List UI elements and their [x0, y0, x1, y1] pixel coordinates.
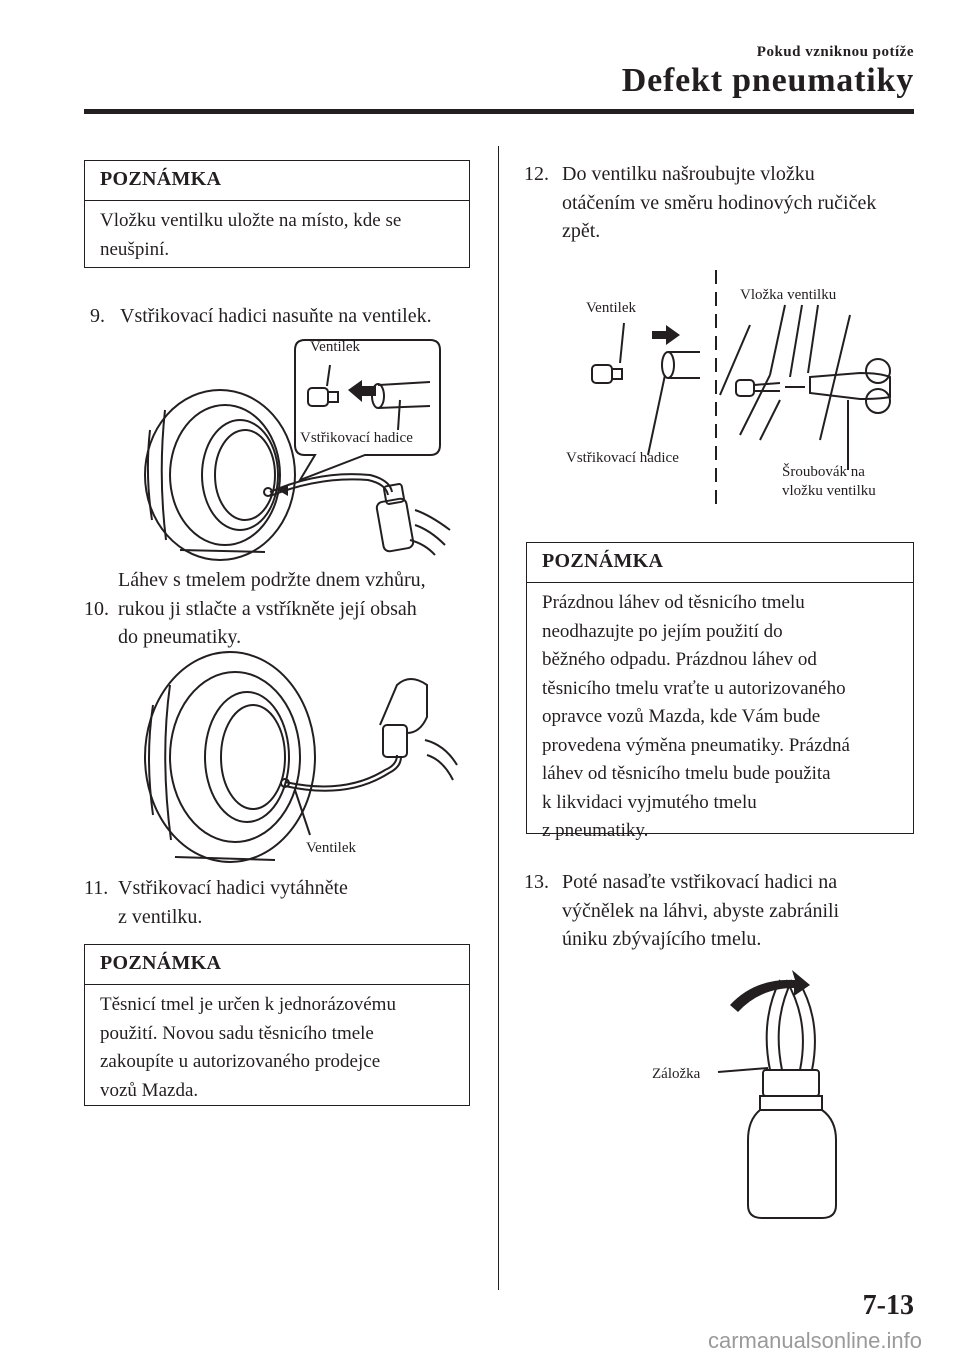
- step-number: 10.: [84, 597, 109, 620]
- note-box-single-use: [84, 944, 470, 1106]
- step-number: 9.: [90, 305, 105, 327]
- note-text: Vložku ventilku uložte na místo, kde se neušpiní.: [100, 210, 402, 260]
- section-title: Pokud vzniknou potíže: [756, 44, 914, 60]
- step-text: Vstřikovací hadici nasuňte na ventilek.: [120, 305, 432, 327]
- page-title: Defekt pneumatiky: [621, 62, 914, 99]
- label-valve-core-tool: Šroubovák na vložku ventilku: [782, 464, 876, 499]
- figure-inject-sealant: [135, 645, 465, 870]
- label-valve: Ventilek: [586, 300, 636, 316]
- label-injection-hose: Vstřikovací hadice: [300, 430, 413, 446]
- label-valve-core: Vložka ventilku: [740, 287, 837, 303]
- note-box-valve-core: [84, 160, 470, 268]
- step-13-text: Poté nasaďte vstřikovací hadici na výčnělek na láhvi, abyste zabránili úniku zbývajícího tmelu.: [562, 871, 840, 950]
- label-valve: Ventilek: [306, 840, 356, 856]
- figure-bottle-tab: [700, 960, 860, 1230]
- note-heading: POZNÁMKA: [85, 945, 469, 985]
- note-heading: POZNÁMKA: [527, 543, 913, 583]
- note-box-empty-bottle: [526, 542, 914, 841]
- note-heading: POZNÁMKA: [85, 161, 469, 201]
- step-12-number: 12.: [524, 163, 549, 185]
- note-text: Těsnicí tmel je určen k jednorázovému použití. Novou sadu těsnicího tmele zakoupíte u autorizovaného prodejce vozů Mazda.: [100, 994, 396, 1101]
- label-valve: Ventilek: [310, 339, 360, 355]
- page-number: 7-13: [862, 1290, 914, 1321]
- step-11-text: Vstřikovací hadici vytáhněte z ventilku.: [118, 877, 348, 928]
- header-rule: [84, 109, 914, 114]
- step-11-number: 11.: [84, 877, 109, 899]
- step-13-number: 13.: [524, 871, 549, 893]
- note-text: Prázdnou láhev od těsnicího tmelu neodhazujte po jejím použití do běžného odpadu. Prázdnou láhev od těsnicího tmelu vraťte u autorizovaného opravce vozů Mazda, kde Vám bude provedena výměna pneumatiky. Prázdná láhev od těsnicího tmelu bude použita k likvidaci vyjmutého tmelu z pneumatiky.: [542, 592, 850, 841]
- label-injection-hose: Vstřikovací hadice: [566, 450, 679, 466]
- step-9: [90, 302, 480, 331]
- watermark: carmanualsonline.info: [707, 1328, 922, 1353]
- step-12-text: Do ventilku našroubujte vložku otáčením ve směru hodinových ručiček zpět.: [562, 163, 877, 242]
- label-tab: Záložka: [652, 1066, 701, 1082]
- column-divider: [498, 146, 499, 1290]
- step-10-text: Láhev s tmelem podržte dnem vzhůru, rukou ji stlačte a vstříkněte její obsah do pneumatiky.: [118, 569, 426, 648]
